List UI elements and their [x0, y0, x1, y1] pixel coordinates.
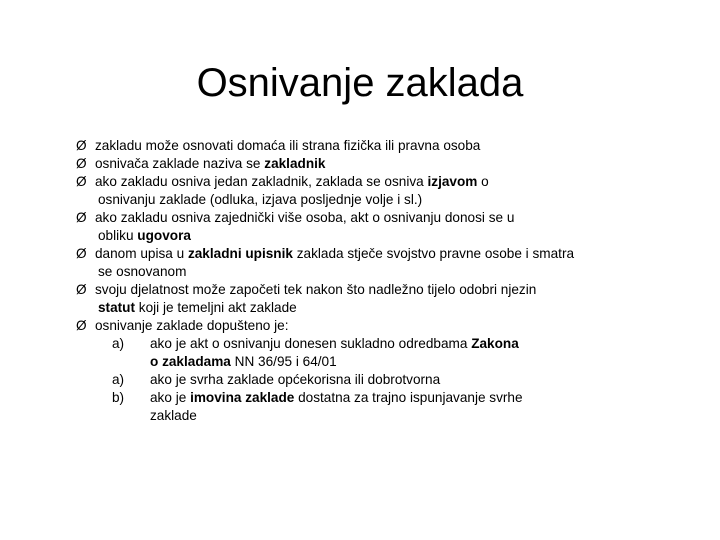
arrow-bullet-icon: Ø — [76, 282, 87, 297]
list-item — [76, 155, 636, 173]
sub-item-label: b) — [112, 390, 125, 405]
list-item — [76, 245, 636, 281]
sub-list-item — [76, 335, 636, 371]
item-text: danom upisa u — [95, 246, 188, 261]
list-item — [76, 173, 636, 209]
sub-item-text: ako je — [150, 390, 191, 405]
item-text: koji je temeljni akt zaklade — [135, 300, 297, 315]
list-item — [76, 281, 636, 317]
sub-item-label: a) — [112, 336, 125, 351]
item-text-continued — [95, 299, 636, 317]
item-text: obliku — [98, 228, 138, 243]
list-item — [76, 137, 636, 155]
arrow-bullet-icon: Ø — [76, 138, 87, 153]
item-text: ako zakladu osniva jedan zakladnik, zaklada se osniva — [95, 174, 428, 189]
sub-item-text: dostatna za trajno ispunjavanje svrhe — [294, 390, 523, 405]
arrow-bullet-icon: Ø — [76, 318, 87, 333]
sub-item-text: zaklade — [150, 408, 197, 423]
sub-item-label: a) — [112, 372, 125, 387]
arrow-bullet-icon: Ø — [76, 246, 87, 261]
arrow-bullet-icon: Ø — [76, 174, 87, 189]
item-text: o — [477, 174, 489, 189]
arrow-bullet-icon: Ø — [76, 156, 87, 171]
item-text-continued: se osnovanom — [98, 264, 187, 279]
item-text: osnivanje zaklade dopušteno je: — [95, 318, 289, 333]
item-emphasis: ugovora — [137, 228, 191, 243]
item-emphasis: izjavom — [427, 174, 478, 189]
sub-item-text: ako je akt o osnivanju donesen sukladno odredbama — [150, 336, 472, 351]
bullet-list — [76, 137, 636, 425]
page-title: Osnivanje zaklada — [196, 61, 524, 105]
sub-item-emphasis: o zakladama — [150, 354, 231, 369]
sub-list-item — [76, 389, 636, 425]
list-item — [76, 209, 636, 245]
item-emphasis: zakladnik — [264, 156, 326, 171]
item-text: zaklada stječe svojstvo pravne osobe i smatra — [292, 246, 575, 261]
sub-item-emphasis: imovina zaklade — [190, 390, 295, 405]
arrow-bullet-icon: Ø — [76, 210, 87, 225]
item-text: ako zakladu osniva zajednički više osoba, akt o osnivanju donosi se u — [95, 210, 515, 225]
item-text: zakladu može osnovati domaća ili strana fizička ili pravna osoba — [95, 138, 481, 153]
item-text: svoju djelatnost može započeti tek nakon što nadležno tijelo odobri njezin — [95, 282, 537, 297]
sub-item-emphasis: Zakona — [471, 336, 519, 351]
sub-list-item — [76, 371, 636, 389]
sub-item-text: NN 36/95 i 64/01 — [230, 354, 337, 369]
item-text-continued — [95, 227, 636, 245]
item-text-continued: osnivanju zaklade (odluka, izjava posljednje volje i sl.) — [98, 192, 423, 207]
item-emphasis: zakladni upisnik — [187, 246, 293, 261]
sub-item-text: ako je svrha zaklade općekorisna ili dobrotvorna — [150, 372, 441, 387]
item-emphasis: statut — [98, 300, 136, 315]
list-item — [76, 317, 636, 335]
item-text: osnivača zaklade naziva se — [95, 156, 265, 171]
